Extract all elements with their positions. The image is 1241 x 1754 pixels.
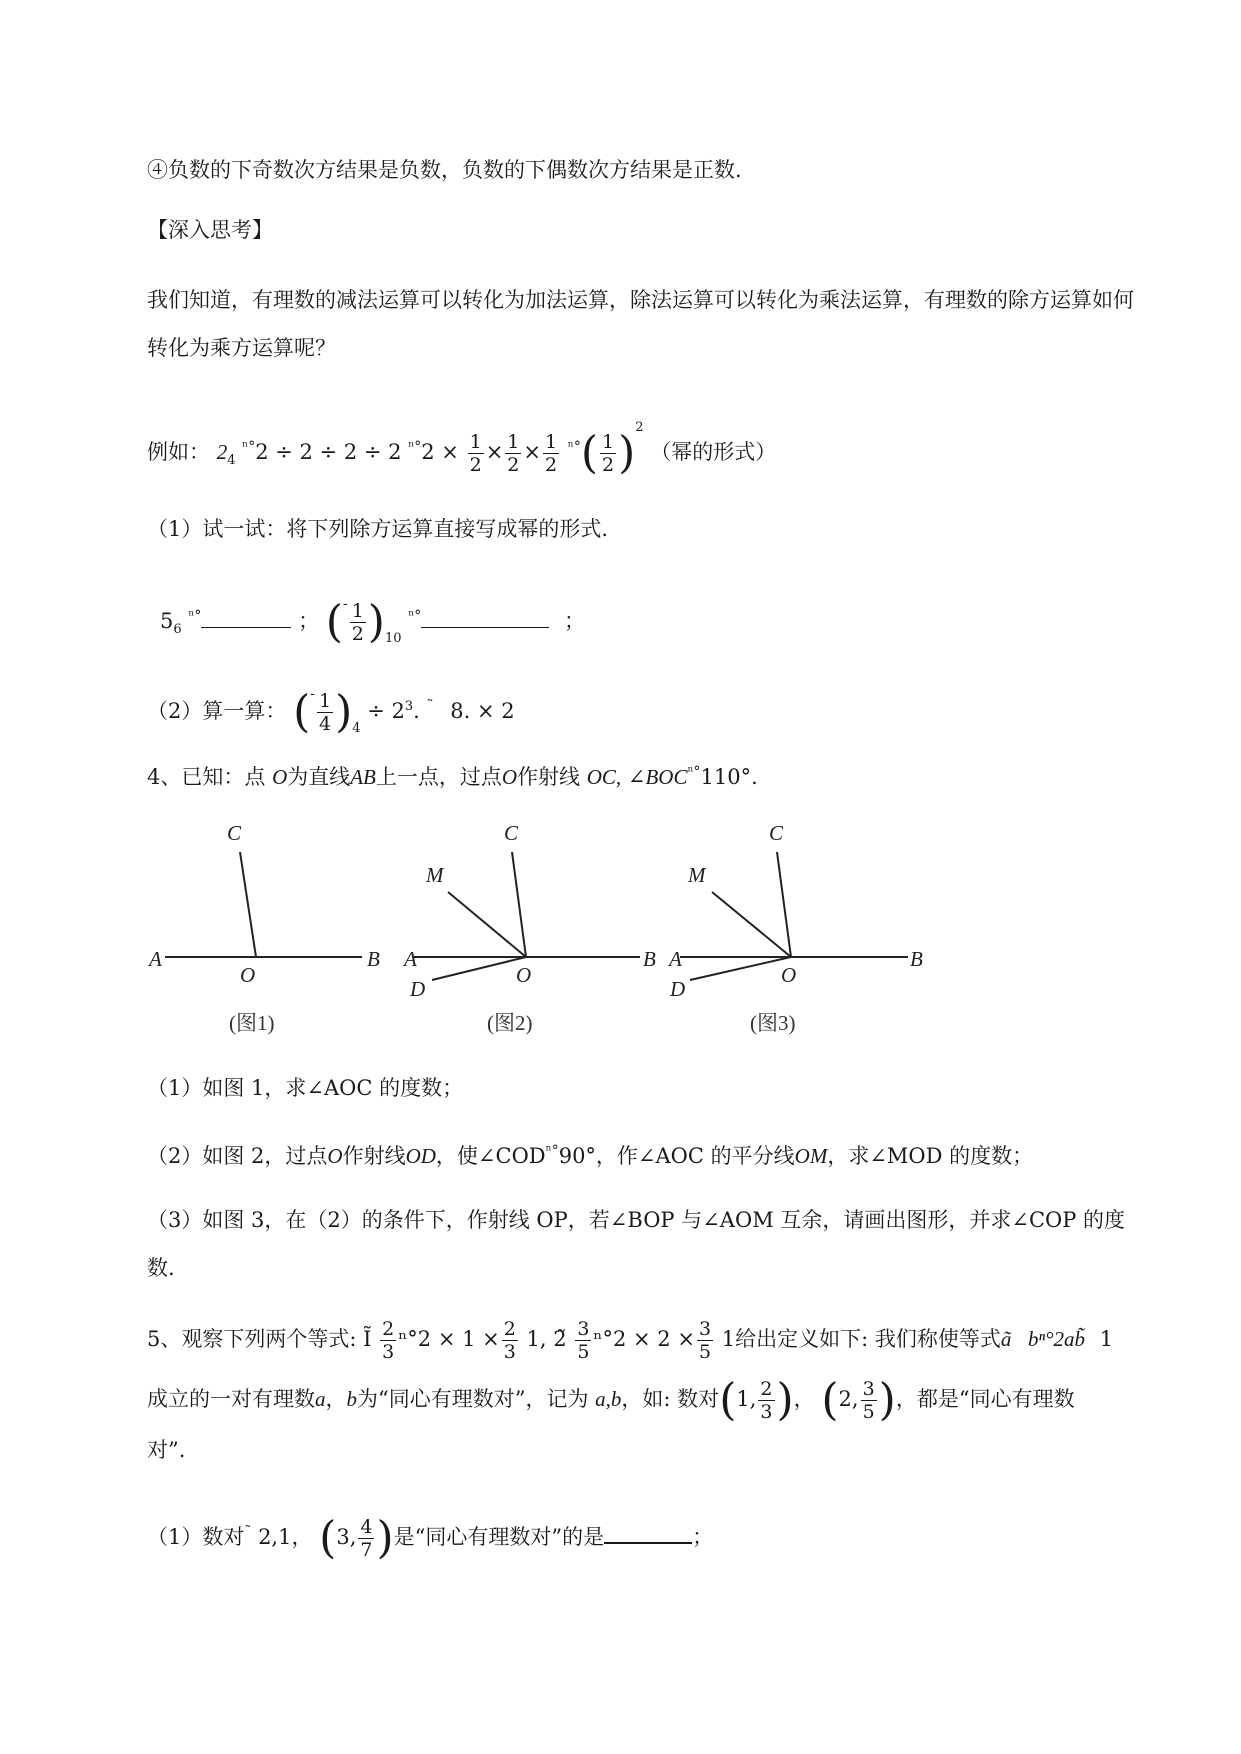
- label-o: O: [516, 963, 532, 987]
- pair-part: 3,: [336, 1525, 357, 1549]
- p5-expr: 1: [1099, 1327, 1114, 1351]
- line-ab: AB: [350, 765, 376, 789]
- question-1: （1）试一试：将下列除方运算直接写成幂的形式.: [147, 517, 609, 541]
- p5-expr: ⁿ°2 × 2 ×: [593, 1327, 695, 1351]
- var-b: b: [346, 1387, 357, 1411]
- caption-fig3: (图3): [750, 1011, 796, 1035]
- period: .: [751, 765, 758, 789]
- example-expr2: 2 ×: [421, 440, 459, 464]
- problem-5-line3: 对”.: [147, 1438, 186, 1462]
- garbled-mark: ⁿ°: [408, 608, 422, 624]
- text-line: ④负数的下奇数次方结果是负数，负数的下偶数次方结果是正数.: [147, 158, 742, 182]
- problem-5-line1: [147, 1318, 1113, 1363]
- label-d: D: [410, 977, 426, 1001]
- p5-expr: 1: [721, 1327, 736, 1351]
- garbled-mark: Ĩ: [363, 1327, 372, 1351]
- angle-value: 110°: [700, 765, 752, 789]
- point-o: O: [272, 765, 288, 789]
- angle-boc: ∠BOC: [627, 765, 688, 789]
- p4-question-2: [147, 1137, 1033, 1170]
- q-text: 是“同心有理数对”的是: [393, 1525, 605, 1549]
- ray-oc: [512, 852, 526, 957]
- q2-expr: 8: [450, 699, 464, 723]
- label-d: D: [670, 977, 686, 1001]
- garbled-mark: ⁿ°: [687, 764, 701, 780]
- label-a: A: [404, 947, 417, 971]
- garbled-mark: ˜: [244, 1524, 252, 1540]
- intro-paragraph: 我们知道，有理数的减法运算可以转化为加法运算，除法运算可以转化为乘法运算，有理数的除方运算如何转化为乘方运算呢？: [147, 288, 1134, 360]
- ray-oc: OC,: [586, 765, 622, 789]
- fraction: $\frac{2}{3}$: [503, 1318, 516, 1363]
- q1-sub: 6: [173, 622, 182, 638]
- p4-text: 为直线: [287, 765, 351, 789]
- ray-oc: [240, 852, 256, 957]
- minus: -: [310, 686, 315, 702]
- fraction: $\frac{4}{7}$: [360, 1516, 373, 1561]
- geometry-figures: [0, 800, 1241, 1060]
- comma: ，: [793, 1387, 815, 1411]
- label-b: B: [367, 947, 380, 971]
- pair-ab: a,b: [595, 1387, 622, 1411]
- label-a: A: [669, 947, 682, 971]
- fraction: $\frac{1}{2}$: [602, 431, 615, 476]
- fraction: $\frac{1}{2}$: [507, 431, 520, 476]
- q-text: ，求∠MOD 的度数；: [827, 1144, 1034, 1168]
- semicolon: ；: [563, 609, 585, 633]
- answer-blank[interactable]: [201, 623, 291, 628]
- garbled-mark: ⁿ°: [188, 608, 202, 624]
- p5-text: 成立的一对有理数: [147, 1387, 315, 1411]
- question-1-blanks: $5_6$ $^{^n^\circ}$ ； (- $\frac{1}{2}$ )$_{10}$ $^{^n^\circ}$ ；: [160, 596, 585, 648]
- question-2: （2）算一算： (- $\frac{1}{4}$ )$_4 \div 2^3$. ˜ 8. × 2: [147, 686, 515, 738]
- label-c: C: [504, 821, 519, 845]
- ray-oc: [777, 852, 791, 957]
- ray-od: [432, 957, 526, 980]
- ray-om: [448, 892, 526, 957]
- semicolon: ；: [298, 609, 320, 633]
- garbled-mark: ⁿ°: [242, 439, 256, 455]
- fraction: $\frac{3}{5}$: [862, 1378, 875, 1423]
- p5-text: 为“同心有理数对”，记为: [357, 1387, 589, 1411]
- answer-blank[interactable]: [604, 1538, 692, 1544]
- ray-om: OM: [794, 1144, 828, 1168]
- label-a: A: [149, 947, 162, 971]
- q1-b-sub: 10: [384, 631, 402, 646]
- times: ×: [523, 440, 541, 464]
- q2-expr: ÷ 2: [367, 699, 405, 723]
- var-b: b: [1028, 1327, 1039, 1351]
- problem-4: [147, 758, 758, 791]
- fraction: $\frac{3}{5}$: [698, 1318, 712, 1363]
- q-text: （2）如图 2，过点: [147, 1144, 328, 1168]
- q2-lead: （2）算一算：: [147, 699, 287, 723]
- caption-fig1: (图1): [229, 1011, 275, 1035]
- p5-question-1: （1）数对˜ 2,1， (3, $\frac{4}{7}$ )是“同心有理数对”的是 ；: [147, 1512, 714, 1564]
- dot: .: [413, 699, 420, 723]
- label-o: O: [781, 963, 797, 987]
- garbled-mark: 2̃: [553, 1327, 567, 1351]
- section-heading: 【深入思考】: [147, 218, 273, 242]
- answer-blank[interactable]: [421, 623, 549, 628]
- exponent: 2: [635, 420, 644, 435]
- p4-text: 作射线: [517, 765, 581, 789]
- p4-lead: 4、已知：点: [147, 765, 266, 789]
- pair-part: 2,1: [258, 1525, 292, 1549]
- fraction: $\frac{1}{2}$: [351, 600, 364, 645]
- fraction: $\frac{2}{3}$: [760, 1378, 773, 1423]
- p5-expr: ⁿ°2 × 1 ×: [398, 1327, 500, 1351]
- p4-question-3: （3）如图 3，在（2）的条件下，作射线 OP，若∠BOP 与∠AOM 互余，请画出图形，并求∠COP 的度数.: [147, 1208, 1126, 1280]
- p4-question-1: （1）如图 1，求∠AOC 的度数；: [147, 1076, 464, 1100]
- label-o: O: [240, 963, 256, 987]
- point-o: O: [327, 1144, 343, 1168]
- q-text: 90°，作∠AOC 的平分线: [558, 1144, 795, 1168]
- caption-fig2: (图2): [487, 1011, 533, 1035]
- fraction: $\frac{1}{4}$: [318, 690, 332, 735]
- pair-part: 2,: [838, 1387, 859, 1411]
- q-text: ，使∠COD: [435, 1144, 546, 1168]
- label-b: B: [643, 947, 656, 971]
- p5-text: 给出定义如下: 我们称使等式: [735, 1327, 1001, 1351]
- example-expr1: 2 ÷ 2 ÷ 2 ÷ 2: [255, 440, 402, 464]
- label-m: M: [426, 863, 444, 887]
- example-line: 例如： $2_4$ $^{^n^\circ}$2 ÷ 2 ÷ 2 ÷ 2 $^{^n^\circ}$2 × $\frac{1}{2}$ × $\frac{1}{2}$ × $\frac{1}{2}$ $^{^n^\circ}$( $\frac{1}{2}$ )$^2$ （幂的形式）: [147, 420, 777, 479]
- ray-od: OD: [405, 1144, 436, 1168]
- ray-om: [712, 892, 791, 957]
- label-m: M: [688, 863, 706, 887]
- fraction: $\frac{1}{2}$: [469, 431, 482, 476]
- garbled-mark: ⁿ°: [408, 439, 422, 455]
- exponent: 3: [404, 699, 414, 714]
- p5-text: ，如: 数对: [621, 1387, 720, 1411]
- times: ×: [485, 440, 504, 464]
- point-o: O: [501, 765, 518, 789]
- label-c: C: [227, 821, 242, 845]
- semicolon: ；: [692, 1525, 714, 1549]
- p5-expr: 1,: [526, 1327, 547, 1351]
- p4-text: 上一点，过点: [375, 765, 502, 789]
- garbled-mark: ˜: [426, 698, 434, 714]
- q-text: （1）数对: [147, 1525, 245, 1549]
- fraction: $\frac{3}{5}$: [577, 1318, 590, 1363]
- garbled-mark: ⁿ°: [545, 1143, 559, 1159]
- var-a: a: [315, 1387, 326, 1411]
- dot: .: [463, 699, 471, 723]
- pair-part: 1,: [736, 1387, 757, 1411]
- label-b: B: [910, 947, 923, 971]
- q1-base: 5: [160, 609, 174, 633]
- p5-lead: 5、观察下列两个等式:: [147, 1327, 357, 1351]
- minus: -: [342, 596, 348, 612]
- fraction: $\frac{1}{2}$: [545, 431, 558, 476]
- label-c: C: [769, 821, 784, 845]
- example-sub: 4: [227, 453, 236, 469]
- fraction: $\frac{2}{3}$: [382, 1318, 395, 1363]
- example-lead: 例如：: [147, 440, 210, 464]
- p5-text: ，都是“同心有理数: [895, 1387, 1075, 1411]
- comma: ，: [325, 1387, 347, 1411]
- p5-expr: ⁿ°2ab̃: [1038, 1327, 1086, 1351]
- garbled-mark: ⁿ°: [567, 439, 581, 455]
- problem-5-line2: 成立的一对有理数a，b为“同心有理数对”，记为 a,b，如: 数对(1, $\frac{2}{3}$ )， (2, $\frac{3}{5}$ )，都是“同心有理数: [147, 1374, 1075, 1426]
- example-suffix: （幂的形式）: [650, 440, 777, 464]
- var-a: ã: [1000, 1327, 1012, 1351]
- comma: ，: [291, 1525, 313, 1549]
- q2-sub: 4: [352, 721, 361, 736]
- q-text: 作射线: [342, 1144, 406, 1168]
- example-base: 2: [216, 440, 228, 464]
- q2-expr: × 2: [476, 699, 515, 723]
- ray-od: [690, 957, 791, 980]
